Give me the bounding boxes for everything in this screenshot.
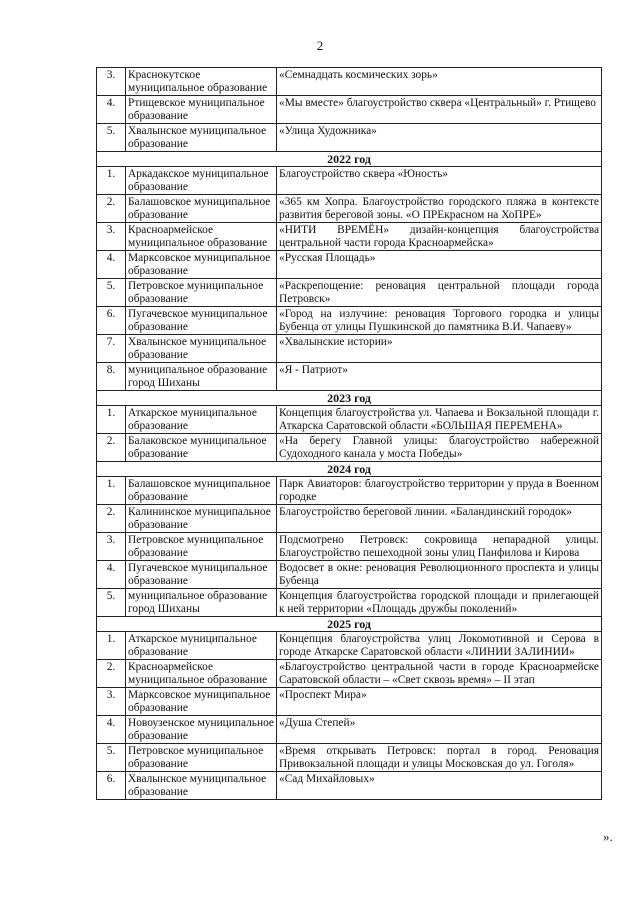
project-cell: «Мы вместе» благоустройство сквера «Центральный» г. Ртищево <box>277 96 602 124</box>
row-number: 4. <box>97 96 126 124</box>
row-number: 4. <box>97 716 126 744</box>
project-cell: «Душа Степей» <box>277 716 602 744</box>
year-heading: 2022 год <box>97 152 602 167</box>
row-number: 1. <box>97 406 126 434</box>
table-row <box>97 96 602 124</box>
project-cell: «Благоустройство центральной части в городе Красноармейске Саратовской области – «Свет сквозь время» – II этап <box>277 660 602 688</box>
project-cell: «Русская Площадь» <box>277 251 602 279</box>
row-number: 2. <box>97 505 126 533</box>
row-number: 4. <box>97 251 126 279</box>
row-number: 1. <box>97 632 126 660</box>
table-row <box>97 68 602 96</box>
row-number: 3. <box>97 223 126 251</box>
table-row <box>97 744 602 772</box>
municipality-cell: Калининское муниципальное образование <box>126 505 277 533</box>
table-row <box>97 335 602 363</box>
table-row <box>97 477 602 505</box>
municipality-cell: Марксовское муниципальное образование <box>126 251 277 279</box>
table-row <box>97 589 602 617</box>
project-cell: «365 км Хопра. Благоустройство городского пляжа в контексте развития береговой зоны. «О ПРЕкрасном на ХоПРЕ» <box>277 195 602 223</box>
projects-table <box>96 67 602 800</box>
project-cell: «Улица Художника» <box>277 124 602 152</box>
municipality-cell: Аткарское муниципальное образование <box>126 406 277 434</box>
row-number: 2. <box>97 195 126 223</box>
municipality-cell: Новоузенское муниципальное образование <box>126 716 277 744</box>
table-row <box>97 363 602 391</box>
row-number: 3. <box>97 688 126 716</box>
row-number: 1. <box>97 167 126 195</box>
municipality-cell: Ртищевское муниципальное образование <box>126 96 277 124</box>
municipality-cell: Балашовское муниципальное образование <box>126 477 277 505</box>
project-cell: «НИТИ ВРЕМЁН» дизайн-концепция благоустройства центральной части города Красноармейска» <box>277 223 602 251</box>
year-header-row <box>97 617 602 632</box>
table-row <box>97 660 602 688</box>
table-row <box>97 279 602 307</box>
year-header-row <box>97 462 602 477</box>
table-row <box>97 505 602 533</box>
table-row <box>97 406 602 434</box>
row-number: 5. <box>97 124 126 152</box>
municipality-cell: Балаковское муниципальное образование <box>126 434 277 462</box>
row-number: 7. <box>97 335 126 363</box>
page-number: 2 <box>316 38 324 53</box>
project-cell: «На берегу Главной улицы: благоустройство набережной Судоходного канала у моста Победы» <box>277 434 602 462</box>
municipality-cell: Краснокутское муниципальное образование <box>126 68 277 96</box>
project-cell: «Раскрепощение: реновация центральной площади города Петровск» <box>277 279 602 307</box>
table-row <box>97 561 602 589</box>
project-cell: «Семнадцать космических зорь» <box>277 68 602 96</box>
table-row <box>97 533 602 561</box>
municipality-cell: Петровское муниципальное образование <box>126 279 277 307</box>
table-row <box>97 195 602 223</box>
municipality-cell: Петровское муниципальное образование <box>126 744 277 772</box>
year-heading: 2023 год <box>97 391 602 406</box>
municipality-cell: Красноармейское муниципальное образование <box>126 223 277 251</box>
project-cell: Водосвет в окне: реновация Революционного проспекта и улицы Бубенца <box>277 561 602 589</box>
municipality-cell: муниципальное образование город Шиханы <box>126 363 277 391</box>
municipality-cell: Аткарское муниципальное образование <box>126 632 277 660</box>
closing-quote-mark: ». <box>603 829 613 844</box>
row-number: 1. <box>97 477 126 505</box>
project-cell: Концепция благоустройства городской площади и прилегающей к ней территории «Площадь дружбы поколений» <box>277 589 602 617</box>
year-heading: 2024 год <box>97 462 602 477</box>
row-number: 3. <box>97 68 126 96</box>
table-row <box>97 307 602 335</box>
project-cell: «Я - Патриот» <box>277 363 602 391</box>
project-cell: «Сад Михайловых» <box>277 772 602 800</box>
year-heading: 2025 год <box>97 617 602 632</box>
projects-table-body <box>97 68 602 800</box>
year-header-row <box>97 391 602 406</box>
row-number: 6. <box>97 772 126 800</box>
table-row <box>97 434 602 462</box>
municipality-cell: Петровское муниципальное образование <box>126 533 277 561</box>
table-row <box>97 167 602 195</box>
row-number: 4. <box>97 561 126 589</box>
project-cell: «Город на излучине: реновация Торгового городка и улицы Бубенца от улицы Пушкинской до памятника В.И. Чапаеву» <box>277 307 602 335</box>
municipality-cell: Красноармейское муниципальное образование <box>126 660 277 688</box>
municipality-cell: муниципальное образование город Шиханы <box>126 589 277 617</box>
project-cell: Концепция благоустройства ул. Чапаева и Вокзальной площади г. Аткарска Саратовской области «БОЛЬШАЯ ПЕРЕМЕНА» <box>277 406 602 434</box>
project-cell: «Время открывать Петровск: портал в город. Реновация Привокзальной площади и улицы Московская до ул. Гоголя» <box>277 744 602 772</box>
row-number: 2. <box>97 434 126 462</box>
project-cell: «Хвалынские истории» <box>277 335 602 363</box>
municipality-cell: Марксовское муниципальное образование <box>126 688 277 716</box>
municipality-cell: Пугачевское муниципальное образование <box>126 561 277 589</box>
municipality-cell: Балашовское муниципальное образование <box>126 195 277 223</box>
table-row <box>97 223 602 251</box>
table-row <box>97 688 602 716</box>
year-header-row <box>97 152 602 167</box>
municipality-cell: Аркадакское муниципальное образование <box>126 167 277 195</box>
municipality-cell: Хвалынское муниципальное образование <box>126 124 277 152</box>
row-number: 3. <box>97 533 126 561</box>
project-cell: Подсмотрено Петровск: сокровища непарадной улицы. Благоустройство пешеходной зоны улиц Панфилова и Кирова <box>277 533 602 561</box>
table-row <box>97 716 602 744</box>
row-number: 8. <box>97 363 126 391</box>
table-row <box>97 772 602 800</box>
row-number: 5. <box>97 744 126 772</box>
municipality-cell: Пугачевское муниципальное образование <box>126 307 277 335</box>
table-row <box>97 632 602 660</box>
municipality-cell: Хвалынское муниципальное образование <box>126 335 277 363</box>
row-number: 5. <box>97 589 126 617</box>
row-number: 5. <box>97 279 126 307</box>
table-row <box>97 124 602 152</box>
project-cell: Благоустройство береговой линии. «Баландинский городок» <box>277 505 602 533</box>
municipality-cell: Хвалынское муниципальное образование <box>126 772 277 800</box>
row-number: 6. <box>97 307 126 335</box>
row-number: 2. <box>97 660 126 688</box>
project-cell: «Проспект Мира» <box>277 688 602 716</box>
project-cell: Парк Авиаторов: благоустройство территории у пруда в Военном городке <box>277 477 602 505</box>
project-cell: Концепция благоустройства улиц Локомотивной и Серова в городе Аткарске Саратовской области «ЛИНИИ ЗАЛИНИИ» <box>277 632 602 660</box>
project-cell: Благоустройство сквера «Юность» <box>277 167 602 195</box>
table-row <box>97 251 602 279</box>
